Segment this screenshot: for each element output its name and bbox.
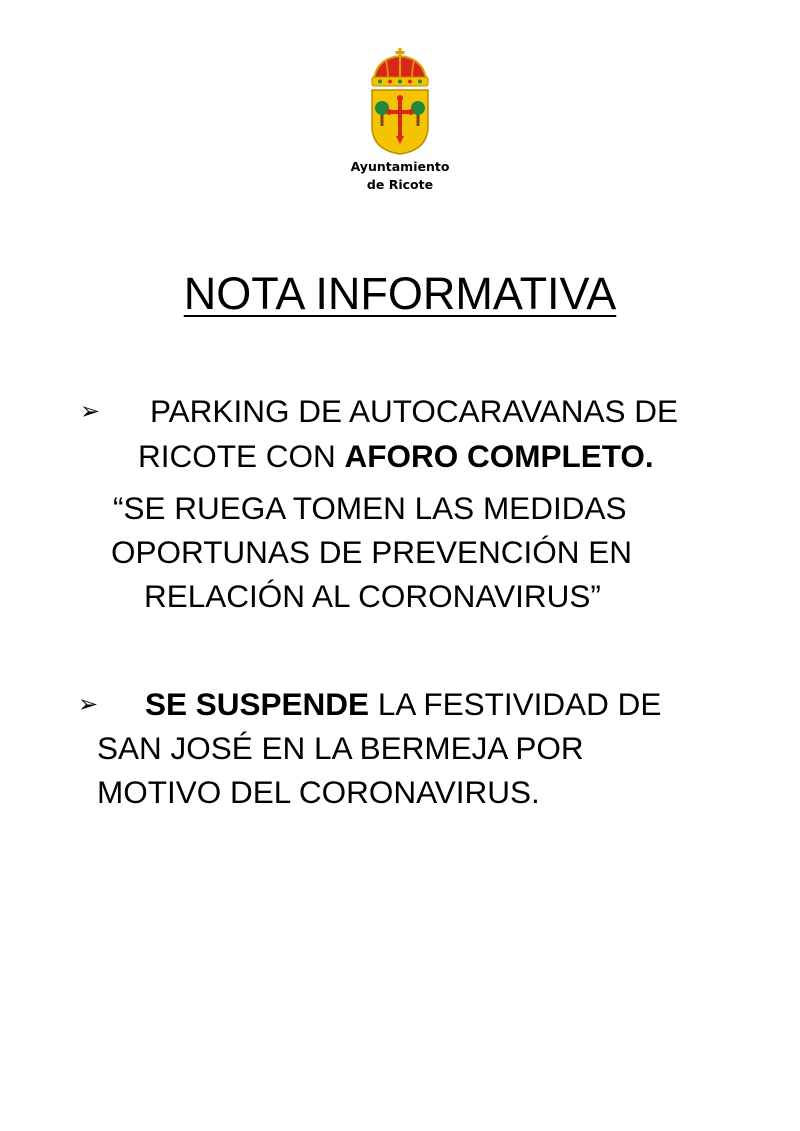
item1-quote-line1: “SE RUEGA TOMEN LAS MEDIDAS bbox=[113, 490, 627, 526]
arrowhead-bullet-icon: ➢ bbox=[80, 397, 101, 425]
page-title-text: NOTA INFORMATIVA bbox=[183, 268, 617, 319]
item2-line3: MOTIVO DEL CORONAVIRUS. bbox=[97, 774, 540, 810]
item1-line1: PARKING DE AUTOCARAVANAS DE bbox=[150, 393, 679, 429]
coat-of-arms-icon bbox=[366, 48, 434, 156]
item2-line1-rest: LA FESTIVIDAD DE bbox=[369, 686, 662, 722]
item1-line2-bold: AFORO COMPLETO. bbox=[344, 438, 654, 474]
page-title bbox=[0, 266, 800, 322]
arrowhead-bullet-icon: ➢ bbox=[78, 690, 99, 718]
item1-line2-prefix: RICOTE CON bbox=[138, 438, 345, 474]
org-name-line2: de Ricote bbox=[366, 177, 434, 192]
item1-quote-line2: OPORTUNAS DE PREVENCIÓN EN bbox=[111, 534, 633, 570]
item1-line2 bbox=[138, 437, 654, 475]
item2-line1-bold: SE SUSPENDE bbox=[145, 686, 370, 722]
org-name-line1: Ayuntamiento bbox=[350, 159, 450, 174]
item2-line1 bbox=[145, 685, 661, 723]
item1-quote-line3: RELACIÓN AL CORONAVIRUS” bbox=[144, 578, 601, 614]
item2-line2: SAN JOSÉ EN LA BERMEJA POR bbox=[97, 730, 584, 766]
